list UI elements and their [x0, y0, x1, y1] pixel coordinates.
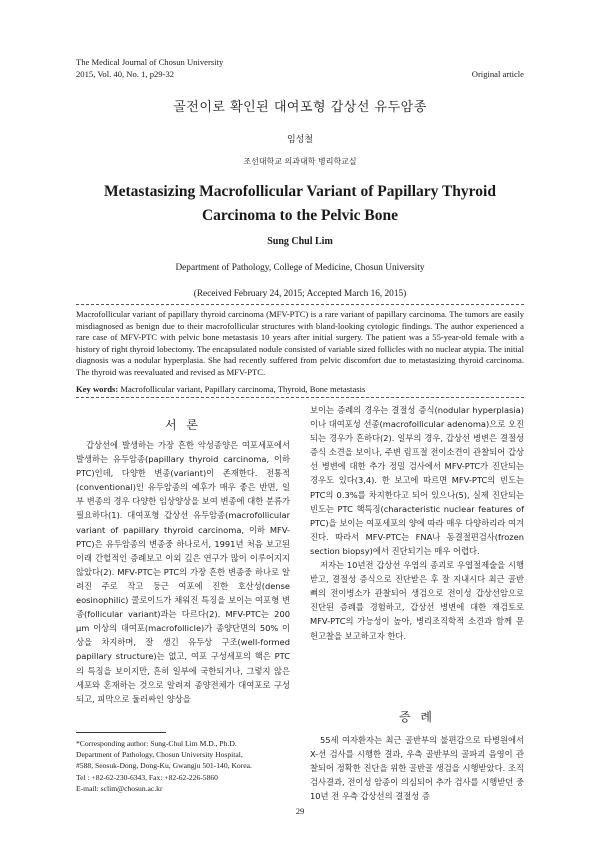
case-column — [310, 733, 524, 803]
korean-author: 임성철 — [286, 135, 314, 145]
journal-header — [76, 57, 223, 80]
english-author: Sung Chul Lim — [267, 236, 333, 247]
received-dates: (Received February 24, 2015; Accepted March 16, 2015) — [193, 289, 407, 299]
abstract-top-divider — [76, 304, 524, 305]
keywords-text: Macrofollicular variant, Papillary carcinoma, Thyroid, Bone metastasis — [120, 384, 366, 394]
introduction-paragraph-2: 저자는 10년전 갑상선 우엽의 종괴로 우엽절제술을 시행받고, 결절성 증식으로 진단받은 후 잘 지내시다 최근 골반뼈의 전이병소가 관찰되어 생검으로 전이성 갑상선암으로 진단된 증례를 경험하고, 갑상선 병변에 대한 재검토로 MFV-PTC의 가능성이 높아, 병리조직학적 소견과 함께 문헌고찰을 보고하고자 한다. — [310, 560, 524, 641]
journal-citation: 2015, Vol. 40, No. 1, p29-32 — [76, 68, 175, 79]
abstract — [76, 309, 524, 378]
english-title-line2: Carcinoma to the Pelvic Bone — [201, 207, 398, 224]
keywords — [76, 384, 524, 394]
corresponding-author-footnote — [76, 738, 290, 794]
introduction-right-column — [310, 403, 524, 643]
footnote-line-4: Tel : +82-62-230-6343, Fax: +82-62-226-5860 — [76, 772, 218, 782]
section-heading-introduction: 서 론 — [165, 418, 201, 432]
english-affiliation: Department of Pathology, College of Medicine, Chosun University — [175, 263, 425, 273]
footnote-email: E-mail: sclim@chosun.ac.kr — [76, 783, 163, 793]
section-heading-case: 증 례 — [399, 710, 435, 724]
introduction-left-column — [76, 438, 290, 706]
korean-affiliation: 조선대학교 의과대학 병리학교실 — [243, 157, 357, 166]
korean-title: 골전이로 확인된 대여포형 갑상선 유두암종 — [173, 100, 427, 115]
english-title — [60, 180, 540, 228]
footnote-line-1: *Corresponding author: Sung-Chul Lim M.D., Ph.D. — [76, 739, 237, 748]
introduction-paragraph-1: 갑상선에 발생하는 가장 흔한 악성종양은 여포세포에서 발생하는 유두암종(papillary thyroid carcinoma, 이하 PTC)인데, 다양한 변종(variant)이 존재한다. 전통적(conventional)인 유두암종의 예후가 매우 좋은 반면, 일부 변종의 경우 다양한 임상양상을 보여 변종에 대한 분류가 필요하다(1). 대여포형 갑상선 유두암종(macrofollicular variant of papillary thyroid carcinoma, 이하 MFV-PTC)은 유두암종의 변종중 하나로서, 1991년 처음 보고된 이래 간헐적인 증례보고 이외 깊은 연구가 많이 이루어지지 않았다(2). MFV-PTC는 PTC의 가장 흔한 변종중 하나로 알려진 주로 작고 둥근 여포에 진한 호산성(dense eosinophilic) 콜로이드가 채워진 특징을 보이는 여포형 변종(follicular variant)과는 다르다(2). MFV-PTC는 200 µm 이상의 대여포(macrofollicle)가 종양단면의 50% 이상을 차지하며, 잘 생긴 유두상 구조(well-formed papillary structure)는 없고, 여포 구성세포의 핵은 PTC의 특징을 보이지만, 흔히 일부에 국한되거나, 그렇지 않은 세포와 혼재하는 것으로 알려져 종양전체가 대여포로 구성되고, 피막으로 둘러싸인 양상을 — [76, 440, 290, 704]
abstract-text: Macrofollicular variant of papillary thyroid carcinoma (MFV-PTC) is a rare variant of papillary carcinoma. The tumors are easily misdiagnosed as benign due to their macrofollicular structures with bland-looking cytologic findings. The author experienced a rare case of MFV-PTC with pelvic bone metastasis 10 years after initial surgery. The patient was a 55-year-old female with a history of right thyroid lobectomy. The encapsulated nodule consisted of variable sized follicles with no nuclear atypia. The initial diagnosis was a nodular hyperplasia. She had recently suffered from pelvic discomfort due to metastasizing thyroid carcinoma. The thyroid was reevaluated and revised as MFV-PTC. — [76, 309, 524, 377]
abstract-bottom-divider — [76, 397, 524, 398]
footnote-line-2: Department of Pathology, Chosun University Hospital, — [76, 750, 243, 760]
keywords-label: Key words: — [76, 384, 119, 394]
article-type: Original article — [471, 68, 524, 79]
english-title-line1: Metastasizing Macrofollicular Variant of Papillary Thyroid — [104, 183, 496, 200]
page-number: 29 — [295, 806, 305, 816]
footnote-line-3: #588, Seosuk-Dong, Dong-Ku, Gwangju 501-140, Korea. — [76, 761, 252, 771]
journal-name: The Medical Journal of Chosun University — [76, 57, 224, 67]
introduction-paragraph-continued: 보이는 증례의 경우는 결절성 증식(nodular hyperplasia)이나 대여포성 선종(macrofollicular adenoma)으로 오진되는 경우가 흔하다(2). 일부의 경우, 갑상선 병변은 결절성 증식 소견을 보이나, 주변 림프절 전이소견이 관찰되어 갑상선 병변에 대한 추가 정밀 검사에서 MFV-PTC가 진단되는 경우도 있다(3,4). 한 보고에 따르면 MFV-PTC의 빈도는 PTC의 0.3%를 차지한다고 되어 있으나(5), 실제 진단되는 빈도는 PTC 핵특징(characteristic nuclear features of PTC)을 보이는 여포세포의 양에 따라 매우 다양하리라 여겨진다. 따라서 MFV-PTC는 FNA나 동결절편검사(frozen section biopsy)에서 진단되기는 매우 어렵다. — [310, 405, 524, 556]
case-paragraph: 55세 여자환자는 최근 골반부의 불편감으로 타병원에서 X-선 검사를 시행한 결과, 우측 골반부의 골파괴 음영이 관찰되어 정확한 진단을 위한 골반골 생검을 시행받았다. 조직검사결과, 전이성 암종이 의심되어 추가 검사를 시행받던 중 10년 전 우측 갑상선의 결절성 증 — [310, 735, 524, 802]
footnote-rule — [76, 732, 166, 733]
